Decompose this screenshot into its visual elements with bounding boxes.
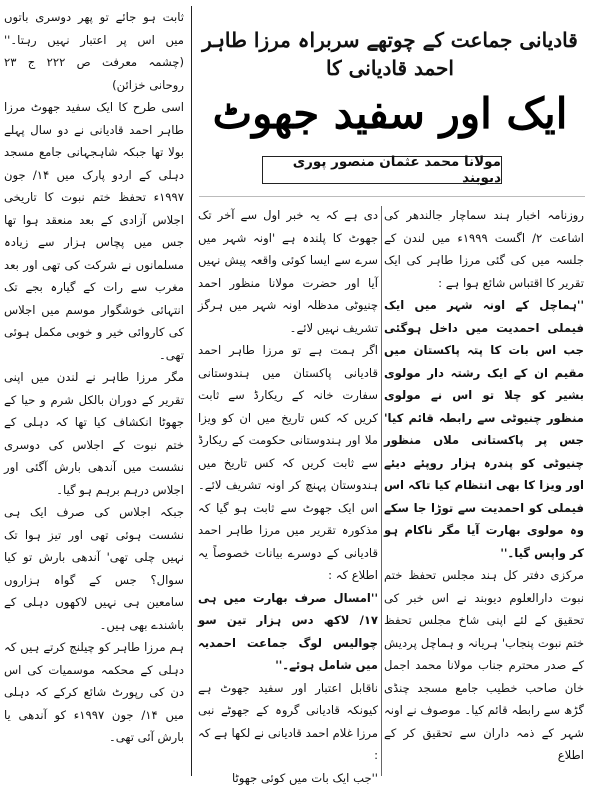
column-divider-right bbox=[381, 206, 382, 776]
column-right bbox=[384, 204, 584, 767]
article-byline bbox=[262, 156, 502, 184]
article-headline: ایک اور سفید جھوٹ bbox=[200, 84, 580, 144]
paragraph: روزنامہ اخبار ہند سماچار جالندھر کی اشاعت ۲/ اگست ۱۹۹۹ء میں لندن کے جلسہ میں کی گئی مرزا طاہر کی ایک تقریر کا اقتباس شائع ہوا ہے : bbox=[384, 204, 584, 294]
paragraph: ناقابل اعتبار اور سفید جھوٹ ہے کیونکہ قادیانی گروہ کے جھوٹے نبی مرزا غلام احمد قادیانی نے لکھا ہے کہ : bbox=[198, 677, 378, 767]
paragraph: ''جب ایک بات میں کوئی جھوٹا bbox=[198, 767, 378, 789]
paragraph: ہم مرزا طاہر کو چیلنج کرتے ہیں کہ دہلی کے محکمہ موسمیات کی اس دن کی رپورٹ شائع کرکے کہ دہلی میں ۱۴/ جون ۱۹۹۷ء کو آندھی یا بارش آئی تھی۔ bbox=[4, 636, 184, 749]
quote-paragraph: ''ہماچل کے اونہ شہر میں ایک فیملی احمدیت میں داخل ہوگئی جب اس بات کا پتہ پاکستان میں مقیم ان کے ایک رشتہ دار مولوی بشیر کو چلا تو اس نے مولوی منظور چنیوٹی سے رابطہ قائم کیا' جس پر پاکستانی ملاں منظور چنیوٹی کو پندرہ ہزار روپئے دیئے اور ویزا کا بھی انتظام کیا تاکہ اس فیملی کو احمدیت سے توڑا جا سکے وہ مولوی بھارت آیا مگر ناکام ہو کر واپس گیا۔'' bbox=[384, 294, 584, 564]
column-middle bbox=[198, 204, 378, 789]
header-divider bbox=[199, 196, 585, 197]
byline-text: مولانا محمد عثمان منصور پوری دیوبند bbox=[263, 154, 501, 186]
paragraph: اسی طرح کا ایک سفید جھوٹ مرزا طاہر احمد قادیانی نے دو سال پہلے بولا تھا جبکہ شاہجہانی جامع مسجد دہلی کے اردو پارک میں ۱۴/ جون ۱۹۹۷ء تحفظ ختم نبوت کا تاریخی اجلاس آزادی کے بعد منعقد ہوا تھا جس میں پچاس ہزار سے زیادہ مسلمانوں نے شرکت کی تھی اور بعد مغرب سے رات کے گیارہ بجے تک انتہائی خوشگوار موسم میں اجلاس کی کاروائی خیر و خوبی مکمل ہوئی تھی۔ bbox=[4, 96, 184, 366]
paragraph: دی ہے کہ یہ خبر اول سے آخر تک جھوٹ کا پلندہ ہے 'اونہ شہر میں سرے سے ایسا کوئی واقعہ پیش نہیں آیا اور حضرت مولانا منظور احمد چنیوٹی مدظلہ اونہ شہر میں ہرگز تشریف نہیں لائے۔ bbox=[198, 204, 378, 339]
paragraph: مرکزی دفتر کل ہند مجلس تحفظ ختم نبوت دارالعلوم دیوبند نے اس خبر کی تحقیق کے لئے اپنی شاخ مجلس تحفظ ختم نبوت پنجاب' ہریانہ و ہماچل پردیش کے صدر محترم جناب مولانا محمد اجمل خان صاحب خطیب جامع مسجد چنڈی گڑھ سے رابطہ قائم کیا۔ موصوف نے اونہ شہر کے ذمہ داران سے تحقیق کر کے اطلاع bbox=[384, 564, 584, 767]
paragraph: جبکہ اجلاس کی صرف ایک ہی نشست ہوئی تھی اور تیز ہوا تک نہیں چلی تھی' آندھی بارش تو کیا سوال؟ جس کے گواہ ہزاروں سامعین ہی نہیں لاکھوں دہلی کے باشندے بھی ہیں۔ bbox=[4, 501, 184, 636]
paragraph: مگر مرزا طاہر نے لندن میں اپنی تقریر کے دوران بالکل شرم و حیا کے جھوٹا انکشاف کیا تھا کہ دہلی کے ختم نبوت کے اجلاس کی دوسری نشست میں آندھی بارش آگئی اور اجلاس درہم برہم ہو گیا۔ bbox=[4, 366, 184, 501]
article-kicker: قادیانی جماعت کے چوتھے سربراہ مرزا طاہر احمد قادیانی کا bbox=[200, 26, 580, 82]
column-divider-left bbox=[191, 6, 192, 776]
quote-paragraph: ''امسال صرف بھارت میں ہی ۱۷/ لاکھ دس ہزار تین سو چوالیس لوگ جماعت احمدیہ میں شامل ہوئے۔'' bbox=[198, 587, 378, 677]
paragraph: اگر ہمت ہے تو مرزا طاہر احمد قادیانی پاکستان میں ہندوستانی سفارت خانہ کے ریکارڈ سے ثابت کریں کہ کس تاریخ میں ان کو ویزا ملا اور ہندوستانی حکومت کے ریکارڈ سے ثابت کریں کہ کس تاریخ میں ہندوستان پہنچ کر اونہ تشریف لائے۔ اس ایک جھوٹ سے ثابت ہو گیا کہ مذکورہ تقریر میں مرزا طاہر احمد قادیانی کے دوسرے بیانات خصوصاً یہ اطلاع کہ : bbox=[198, 339, 378, 587]
column-left bbox=[4, 6, 184, 749]
paragraph: ثابت ہو جائے تو پھر دوسری باتوں میں اس پر اعتبار نہیں رہتا۔'' (چشمہ معرفت ص ۲۲۲ ج ۲۳ روحانی خزائن) bbox=[4, 6, 184, 96]
